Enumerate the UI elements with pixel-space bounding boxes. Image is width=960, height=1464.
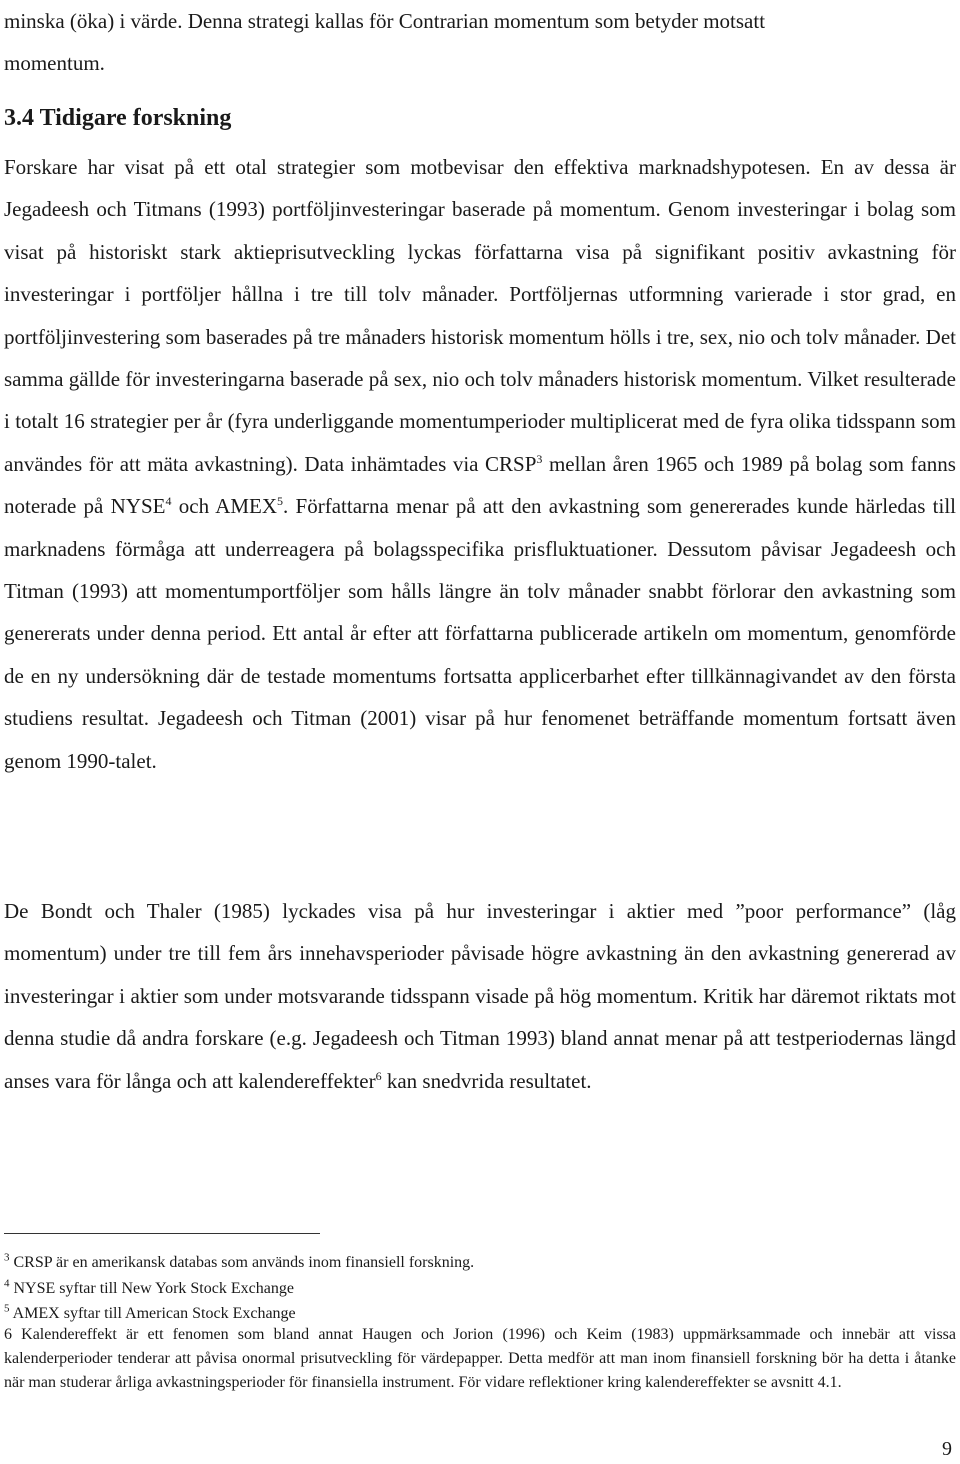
footnote-4-text: NYSE syftar till New York Stock Exchange bbox=[9, 1280, 294, 1297]
document-page bbox=[4, 0, 956, 1464]
section-heading: 3.4 Tidigare forskning bbox=[4, 105, 232, 131]
footnote-6-number: 6 bbox=[4, 1326, 12, 1343]
footnote-4-number: 4 bbox=[4, 1277, 10, 1290]
footnote-5-number: 5 bbox=[4, 1302, 10, 1315]
page-number: 9 bbox=[942, 1438, 952, 1460]
footnote-5-text: AMEX syftar till American Stock Exchange bbox=[9, 1305, 296, 1322]
p1-text-2: mellan åren 1965 och 1989 på bolag som fanns noterade på NYSE bbox=[4, 451, 956, 519]
footnote-ref-6: 6 bbox=[375, 1068, 382, 1083]
footnote-6-text: Kalendereffekt är ett fenomen som bland annat Haugen och Jorion (1996) och Keim (1983) uppmärksammade och innebär att vissa kalenderperioder tenderar att påvisa onormal prisutveckling för värdepapper. Detta medför att man inom finansiell forskning bör ha detta i åtanke när man studerar årliga avkastningsperioder för finansiella instrument. För vidare reflektioner kring kalendereffekter se avsnitt 4.1. bbox=[4, 1326, 956, 1391]
intro-line-1: minska (öka) i värde. Denna strategi kallas för Contrarian momentum som betyder motsatt bbox=[4, 9, 766, 33]
p1-text-4: . Författarna menar på att den avkastning som genererades kunde härledas till marknadens förmåga att underreagera på bolagsspecifika prisfluktuationer. Dessutom påvisar Jegadeesh och Titman (1993) att momentumportföljer som hålls längre än tolv månader snabbt förlorar den avkastning som genererats under denna period. Ett antal år efter att författarna publicerade artikeln om momentum, genomförde de en ny undersökning där de testade momentums fortsatta applicerbarhet efter tillkännagivandet av den första studiens resultat. Jegadeesh och Titman (2001) visar på hur fenomenet beträffande momentum fortsatt även genom 1990-talet. bbox=[4, 494, 957, 773]
paragraph-de-bondt-thaler bbox=[4, 890, 956, 1102]
p1-text-3: och AMEX bbox=[171, 494, 278, 519]
p2-text-2: kan snedvrida resultatet. bbox=[381, 1068, 592, 1093]
p1-text-1: Forskare har visat på ett otal strategier som motbevisar den effektiva marknadshypotesen. En av dessa är Jegadeesh och Titmans (1993) portföljinvesteringar baserade på momentum. Genom investeringar i bolag som visat på historiskt stark aktieprisutveckling lyckas författarna visa på signifikant positiv avkastning för investeringar i portföljer hållna i tre till tolv månader. Portföljernas utformning varierade i stor grad, en portföljinvestering som baserades på tre månaders historisk momentum hölls i tre, sex, nio och tolv månader. Det samma gällde för investeringarna baserade på sex, nio och tolv månaders historisk momentum. Vilket resulterade i totalt 16 strategier per år (fyra underliggande momentumperioder multiplicerat med de fyra olika tidsspann som användes för att mäta avkastning). Data inhämtades via CRSP bbox=[4, 155, 956, 476]
footnote-ref-4: 4 bbox=[165, 494, 172, 509]
footnote-6 bbox=[4, 1323, 956, 1395]
paragraph-previous-research bbox=[4, 146, 956, 782]
paragraph-intro bbox=[4, 0, 956, 85]
footnote-4 bbox=[4, 1277, 294, 1301]
footnote-divider bbox=[4, 1233, 320, 1234]
intro-line-2: momentum. bbox=[4, 51, 105, 76]
footnote-3-text: CRSP är en amerikansk databas som används inom finansiell forskning. bbox=[9, 1254, 475, 1271]
footnote-ref-5: 5 bbox=[277, 494, 284, 509]
footnote-3-number: 3 bbox=[4, 1251, 10, 1264]
p2-text-1: De Bondt och Thaler (1985) lyckades visa på hur investeringar i aktier med ”poor performance” (låg momentum) under tre till fem års innehavsperioder påvisade högre avkastning än den avkastning genererad av investeringar i aktier som under motsvarande tidsspann visade på hög momentum. Kritik har däremot riktats mot denna studie då andra forskare (e.g. Jegadeesh och Titman 1993) bland annat menar på att testperiodernas längd anses vara för långa och att kalendereffekter bbox=[4, 899, 956, 1093]
footnote-ref-3: 3 bbox=[536, 451, 543, 466]
footnote-3 bbox=[4, 1251, 474, 1275]
